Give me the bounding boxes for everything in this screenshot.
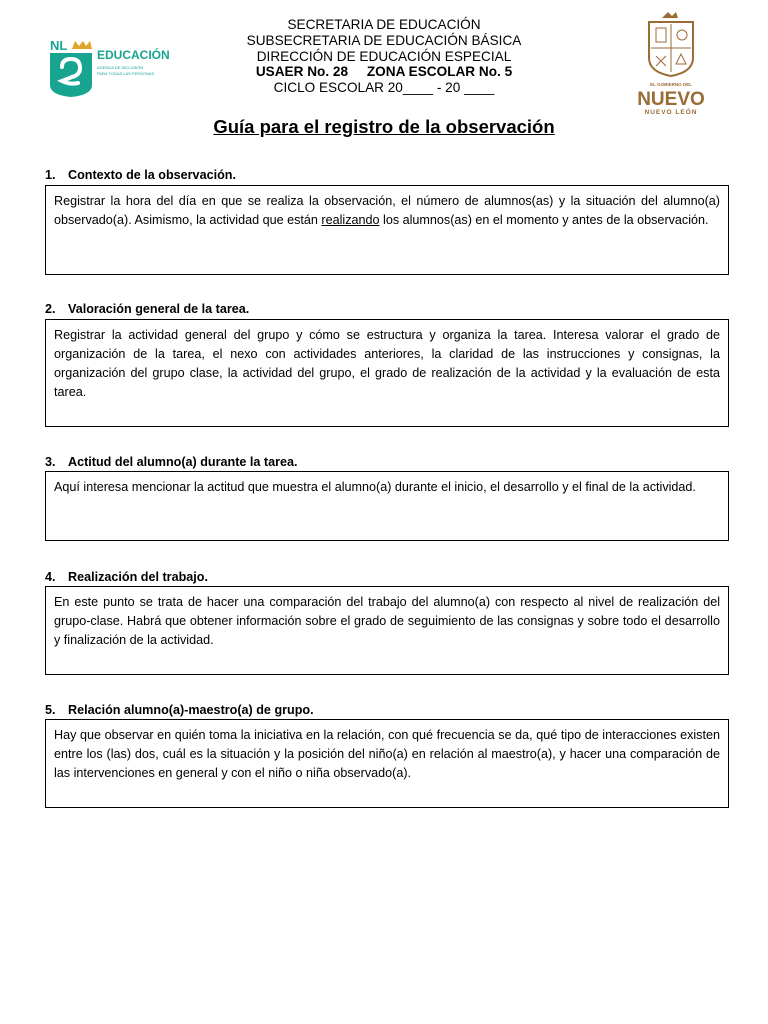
section-number: 3. <box>45 455 56 469</box>
logo-sub-text: NUEVO LEÓN <box>644 109 698 116</box>
section-2-box: Registrar la actividad general del grupo y cómo se estructura y organiza la tarea. Interesa valorar el grado de organización de la tarea, el nexo con actividades anteriores, la claridad de las instrucciones y consignas, la organización del grupo clase, la actividad del grupo, el grado de realización de la actividad y la evaluación de esta tarea. <box>45 319 729 427</box>
header-line-1: SECRETARIA DE EDUCACIÓN <box>287 17 481 32</box>
section-4-box: En este punto se trata de hacer una comparación del trabajo del alumno(a) con respecto al nivel de realización del grupo-clase. Habrá que obtener información sobre el grado de seguimiento de las consignas y sobre todo el desarrollo y finalización de la actividad. <box>45 586 729 675</box>
section-3-box: Aquí interesa mencionar la actitud que muestra el alumno(a) durante el inicio, el desarrollo y el final de la actividad. <box>45 471 729 541</box>
header-line-3: DIRECCIÓN DE EDUCACIÓN ESPECIAL <box>256 48 512 64</box>
section-1-text-underlined: realizando <box>321 213 380 227</box>
header-line-4: USAER No. 28 ZONA ESCOLAR No. 5 <box>255 64 513 80</box>
section-1-heading <box>45 168 236 182</box>
logo-nl-text: NL <box>50 38 68 53</box>
section-3-heading <box>45 455 298 469</box>
section-title: Realización del trabajo. <box>68 570 208 584</box>
logo-tagline-2: PARA TODAS LAS PERSONAS <box>97 71 155 76</box>
section-title: Relación alumno(a)-maestro(a) de grupo. <box>68 703 314 717</box>
section-5-heading <box>45 703 314 717</box>
header-line-5: CICLO ESCOLAR 20____ - 20 ____ <box>273 80 495 96</box>
section-number: 1. <box>45 168 56 182</box>
logo-big-text: NUEVO <box>637 89 705 110</box>
section-4-heading <box>45 570 208 584</box>
section-number: 4. <box>45 570 56 584</box>
section-title: Valoración general de la tarea. <box>68 302 250 316</box>
section-1-text-a: Registrar la hora del día en que se realiza la observación, el número de alumnos(as) y la situación del alumno(a) observado(a). Asimismo, la actividad que están <box>54 194 720 227</box>
section-number: 2. <box>45 302 56 316</box>
coat-of-arms-icon <box>649 12 693 76</box>
nuevo-leon-logo <box>628 12 714 118</box>
section-1-box <box>45 185 729 275</box>
section-number: 5. <box>45 703 56 717</box>
logo-brand-text: EDUCACIÓN <box>97 48 170 62</box>
section-1-text-b: los alumnos(as) en el momento y antes de la observación. <box>379 213 709 227</box>
section-title: Actitud del alumno(a) durante la tarea. <box>68 455 298 469</box>
section-title: Contexto de la observación. <box>68 168 236 182</box>
logo-tagline-1: AGENDA DE INCLUSIÓN <box>97 65 144 70</box>
document-title: Guía para el registro de la observación <box>213 116 555 137</box>
logo-small-text: EL GOBIERNO DEL <box>650 82 692 87</box>
section-2-heading <box>45 302 249 316</box>
section-5-box: Hay que observar en quién toma la iniciativa en la relación, con qué frecuencia se da, qué tipo de interacciones existen entre los (las) dos, cuál es la situación y la posición del niño(a) en relación al maestro(a), y hacer una comparación de las intervenciones en general y con el niño o niña observado(a). <box>45 719 729 808</box>
header-line-2: SUBSECRETARIA DE EDUCACIÓN BÁSICA <box>246 32 522 48</box>
